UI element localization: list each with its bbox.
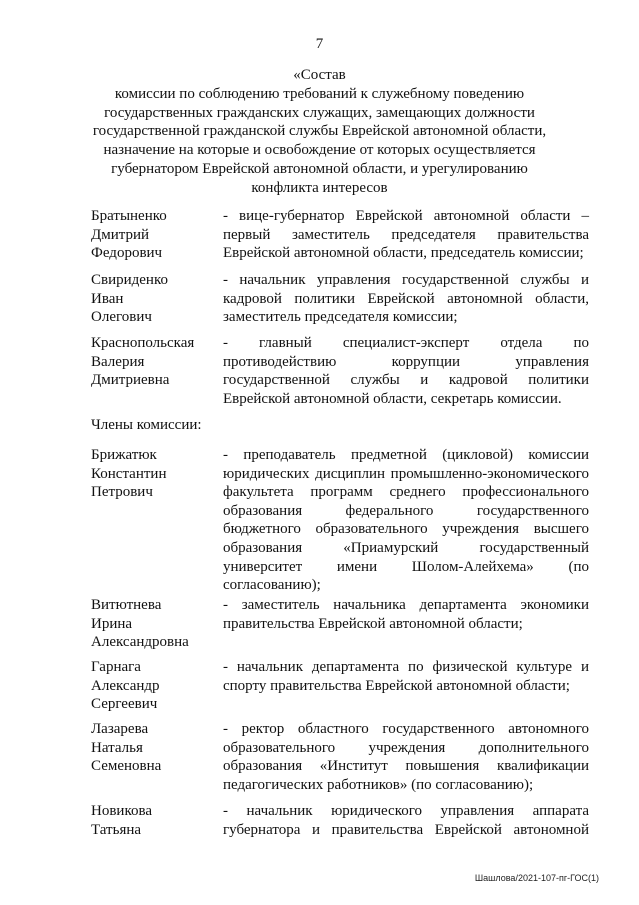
member-name: Новикова Татьяна <box>91 803 153 838</box>
title-line: комиссии по соблюдению требований к служебному поведению <box>114 85 525 102</box>
title-line: «Состав <box>293 67 346 83</box>
member-role: - начальник юридического управления аппарата губернатора и правительства Еврейской автономной <box>223 803 589 838</box>
member-name: Краснопольская Валерия Дмитриевна <box>91 335 195 389</box>
page-number: 7 <box>315 36 324 52</box>
member-role: - ректор областного государственного автономного образовательного учреждения дополнительного образования «Институт повышения квалификации педагогических работников» (по согласованию); <box>223 721 589 793</box>
member-role: - начальник департамента по физической культуре и спорту правительства Еврейской автономной области; <box>223 659 589 694</box>
member-role: - начальник управления государственной службы и кадровой политики Еврейской автономной области, заместитель председателя комиссии; <box>223 272 589 326</box>
member-role: - вице-губернатор Еврейской автономной области – первый заместитель председателя правительства Еврейской автономной области, председатель комиссии; <box>223 208 589 262</box>
title-line: губернатором Еврейской автономной области, и урегулированию <box>111 160 528 177</box>
member-name: Витютнева Ирина Александровна <box>91 597 189 651</box>
title-line: государственных гражданских служащих, замещающих должности <box>104 104 535 121</box>
member-name: Лазарева Наталья Семеновна <box>91 721 162 775</box>
member-name: Брижатюк Константин Петрович <box>91 447 167 501</box>
member-name: Братыненко Дмитрий Федорович <box>91 208 167 262</box>
title-line: государственной гражданской службы Еврейской автономной области, <box>92 123 547 140</box>
member-name: Свириденко Иван Олегович <box>91 272 168 326</box>
title-line: конфликта интересов <box>251 179 388 196</box>
document-title <box>40 66 599 198</box>
member-role: - главный специалист-эксперт отдела по противодействию коррупции управления государственной службы и кадровой политики Еврейской автономной области, секретарь комиссии. <box>223 335 589 407</box>
title-line: назначение на которые и освобождение от которых осуществляется <box>103 142 536 159</box>
member-role: - заместитель начальника департамента экономики правительства Еврейской автономной области; <box>223 597 589 632</box>
member-name: Гарнага Александр Сергеевич <box>91 659 160 713</box>
members-section-label: Члены комиссии: <box>91 417 202 433</box>
member-role: - преподаватель предметной (цикловой) комиссии юридических дисциплин промышленно-экономического факультета программ среднего профессионального образования федерального государственного бюджетного образовательного учреждения высшего образования «Приамурский государственный университет имени Шолом-Алейхема» (по согласованию); <box>223 447 589 594</box>
document-code: Шашлова/2021-107-пг-ГОС(1) <box>474 873 599 883</box>
